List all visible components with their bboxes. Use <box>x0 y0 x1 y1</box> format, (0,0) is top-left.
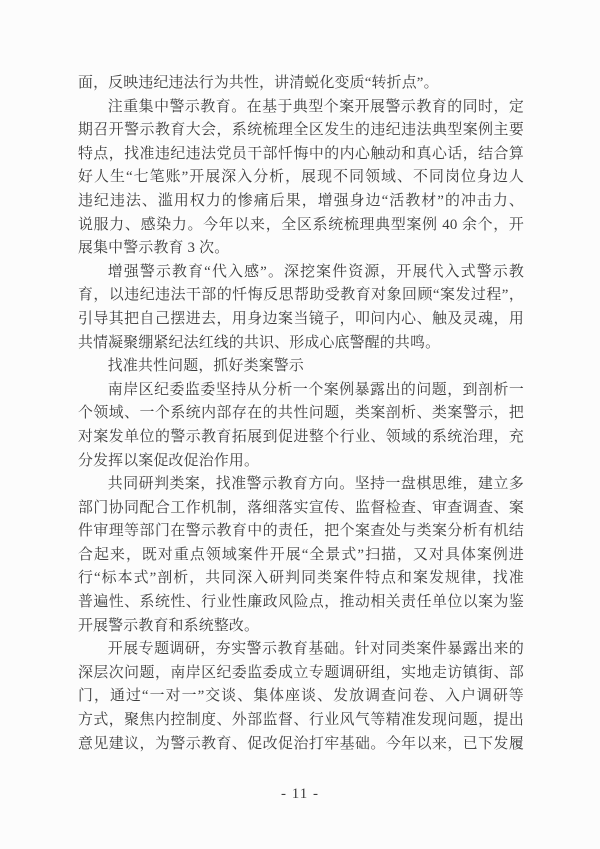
text-line: 开展警示教育和系统整改。 <box>78 617 260 634</box>
text-line: 开展专题调研，夯实警示教育基础。针对同类案件暴露出来的 <box>107 641 524 658</box>
text-line: 分发挥以案促改促治作用。 <box>78 452 260 469</box>
text-line: 引导其把自己摆进去，用身边案当镜子，叩问内心、触及灵魂，用 <box>78 310 524 327</box>
text-line: 注重集中警示教育。在基于典型个案开展警示教育的同时，定 <box>107 98 524 115</box>
text-line: 好人生“七笔账”开展深入分析，展现不同领域、不同岗位身边人 <box>78 169 524 186</box>
text-line: 合起来，既对重点领域案件开展“全景式”扫描，又对具体案例进 <box>78 546 524 563</box>
text-line: 门，通过“一对一”交谈、集体座谈、发放调查问卷、入户调研等 <box>78 688 524 705</box>
text-line: 部门协同配合工作机制，落细落实宣传、监督检查、审查调查、案 <box>78 499 524 516</box>
text-line: 共情凝聚绷紧纪法红线的共识、形成心底警醒的共鸣。 <box>78 334 441 351</box>
text-line: 个领域、一个系统内部存在的共性问题，类案剖析、类案警示，把 <box>78 405 524 422</box>
text-line: 行“标本式”剖析，共同深入研判同类案件特点和案发规律，找准 <box>78 570 524 587</box>
text-line: 方式，聚焦内控制度、外部监督、行业风气等精准发现问题，提出 <box>78 712 524 729</box>
body-text <box>78 72 524 756</box>
text-line: 件审理等部门在警示教育中的责任，把个案查处与类案分析有机结 <box>78 523 524 540</box>
text-line: 期召开警示教育大会，系统梳理全区发生的违纪违法典型案例主要 <box>78 122 524 139</box>
text-line: 展集中警示教育 3 次。 <box>78 240 230 257</box>
text-line: 意见建议，为警示教育、促改促治打牢基础。今年以来，已下发履 <box>78 735 524 752</box>
text-line: 共同研判类案，找准警示教育方向。坚持一盘棋思维，建立多 <box>107 476 524 493</box>
text-line: 说服力、感染力。今年以来，全区系统梳理典型案例 40 余个，开 <box>78 216 524 233</box>
text-line: 南岸区纪委监委坚持从分析一个案例暴露出的问题，到剖析一 <box>107 381 524 398</box>
text-line: 面，反映违纪违法行为共性，讲清蜕化变质“转折点”。 <box>78 75 439 91</box>
text-line: 特点，找准违纪违法党员干部忏悔中的内心触动和真心话，结合算 <box>78 145 524 162</box>
text-line: 深层次问题，南岸区纪委监委成立专题调研组，实地走访镇街、部 <box>78 664 524 681</box>
text-line: 育，以违纪违法干部的忏悔反思帮助受教育对象回顾“案发过程”， <box>78 287 524 304</box>
text-line: 违纪违法、滥用权力的惨痛后果，增强身边“活教材”的冲击力、 <box>78 192 524 209</box>
text-line: 增强警示教育“代入感”。深挖案件资源，开展代入式警示教 <box>107 263 524 280</box>
text-line: 普遍性、系统性、行业性廉政风险点，推动相关责任单位以案为鉴 <box>78 594 524 611</box>
text-line: 找准共性问题，抓好类案警示 <box>107 358 304 375</box>
page-number: - 11 - <box>281 786 319 802</box>
text-line: 对案发单位的警示教育拓展到促进整个行业、领域的系统治理，充 <box>78 428 524 445</box>
